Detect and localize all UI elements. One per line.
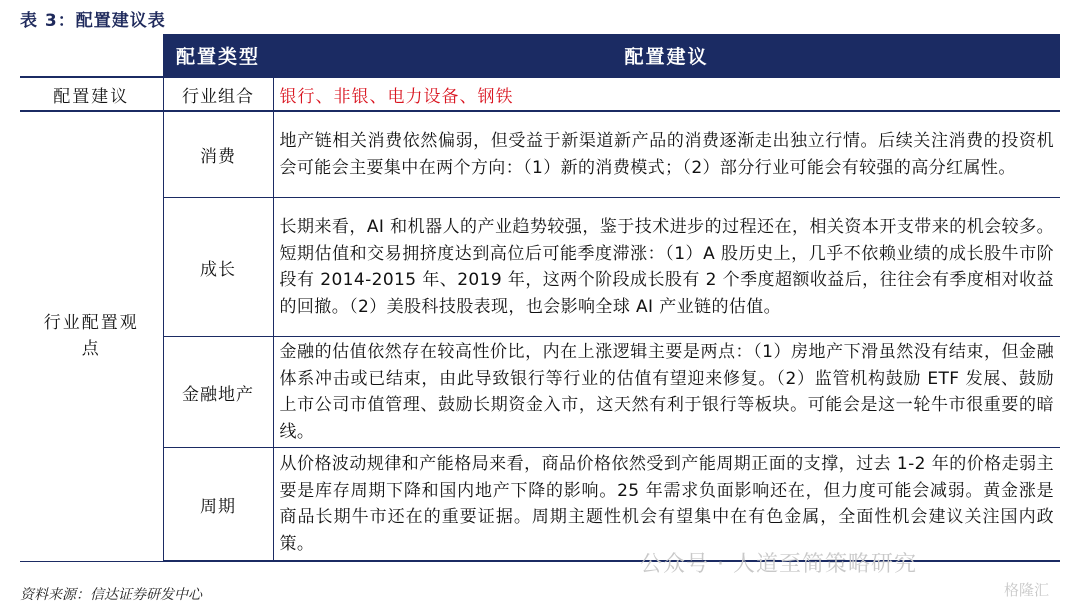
watermark-logo: 格隆汇 [1004, 581, 1050, 599]
table-row [20, 77, 1060, 111]
type-growth: 成长 [163, 198, 273, 337]
type-finance-realestate: 金融地产 [163, 337, 273, 448]
allocation-industries: 银行、非银、电力设备、钢铁 [273, 77, 1060, 111]
text-consumption: 地产链相关消费依然偏弱，但受益于新渠道新产品的消费逐渐走出独立行情。后续关注消费的投资机会可能会主要集中在两个方向：（1）新的消费模式；（2）部分行业可能会有较强的高分红属性。 [273, 111, 1060, 198]
industry-view-label [20, 111, 163, 561]
watermark-text: 公众号 · 人道至简策略研究 [640, 552, 917, 577]
source-note: 资料来源：信达证券研发中心 [20, 587, 202, 603]
allocation-type: 行业组合 [163, 77, 273, 111]
text-finance-realestate: 金融的估值依然存在较高性价比，内在上涨逻辑主要是两点：（1）房地产下滑虽然没有结束，但金融体系冲击或已结束，由此导致银行等行业的估值有望迎来修复。（2）监管机构鼓励 ETF 发展、鼓励上市公司市值管理、鼓励长期资金入市，这天然有利于银行等板块。可能会是这一轮牛市很重要的暗线。 [273, 337, 1060, 448]
header-advice: 配置建议 [273, 34, 1060, 77]
table-header-row [20, 34, 1060, 77]
table-row [20, 111, 1060, 198]
type-consumption: 消费 [163, 111, 273, 198]
industry-view-label-text: 行业配置观点 [43, 313, 139, 360]
text-growth: 长期来看，AI 和机器人的产业趋势较强，鉴于技术进步的过程还在，相关资本开支带来的机会较多。短期估值和交易拥挤度达到高位后可能季度滞涨：（1）A 股历史上，几乎不依赖业绩的成长股牛市阶段有 2014-2015 年、2019 年，这两个阶段成长股有 2 个季度超额收益后，往往会有季度相对收益的回撤。（2）美股科技股表现，也会影响全球 AI 产业链的估值。 [273, 198, 1060, 337]
allocation-label: 配置建议 [20, 77, 163, 111]
table-title: 表 3：配置建议表 [20, 11, 166, 31]
table-row [20, 337, 1060, 448]
text-cyclical: 从价格波动规律和产能格局来看，商品价格依然受到产能周期正面的支撑，过去 1-2 年的价格走弱主要是库存周期下降和国内地产下降的影响。25 年需求负面影响还在，但力度可能会减弱。黄金涨是商品长期牛市还在的重要证据。周期主题性机会有望集中在有色金属，全面性机会建议关注国内政策。 [273, 448, 1060, 562]
allocation-table [20, 34, 1060, 562]
header-blank-cell [20, 34, 163, 77]
table-row [20, 448, 1060, 562]
type-cyclical: 周期 [163, 448, 273, 562]
table-row [20, 198, 1060, 337]
header-type: 配置类型 [163, 34, 273, 77]
